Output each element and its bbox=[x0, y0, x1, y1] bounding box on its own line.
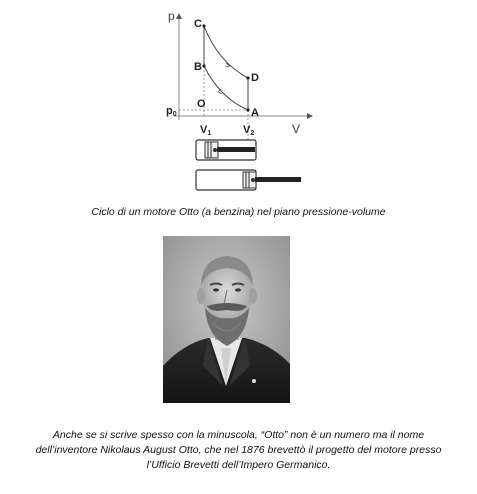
portrait-caption-line-2: dell’inventore Nikolaus August Otto, che nel 1876 brevettò il progetto del motore presso bbox=[35, 444, 442, 456]
portrait-caption-line-3: l’Ufficio Brevetti dell’Impero Germanico. bbox=[146, 459, 331, 471]
piston-top-dead-center bbox=[196, 140, 256, 160]
label-o: O bbox=[197, 98, 206, 110]
diagram-caption: Ciclo di un motore Otto (a benzina) nel piano pressione-volume bbox=[91, 206, 386, 218]
y-axis-label: p bbox=[168, 9, 175, 23]
label-a: A bbox=[251, 107, 259, 119]
point-a bbox=[246, 108, 249, 111]
piston-bottom-dead-center bbox=[196, 170, 301, 190]
label-d: D bbox=[251, 72, 259, 84]
label-b: B bbox=[194, 61, 202, 73]
point-d bbox=[246, 76, 249, 79]
label-p0: p0 bbox=[166, 105, 177, 118]
portrait-caption-line-1: Anche se si scrive spesso con la minuscola, “Otto” non è un numero ma il nome bbox=[52, 429, 425, 441]
portrait-caption bbox=[20, 428, 457, 473]
label-v1: V1 bbox=[200, 124, 212, 137]
x-axis-label: V bbox=[292, 122, 301, 136]
portrait-photo bbox=[163, 236, 290, 403]
point-b bbox=[202, 64, 205, 67]
point-c bbox=[202, 24, 205, 27]
compression-curve bbox=[204, 66, 248, 110]
expansion-curve bbox=[204, 26, 248, 78]
label-c: C bbox=[194, 18, 202, 30]
otto-cycle-diagram bbox=[160, 0, 320, 200]
label-v2: V2 bbox=[243, 124, 255, 137]
